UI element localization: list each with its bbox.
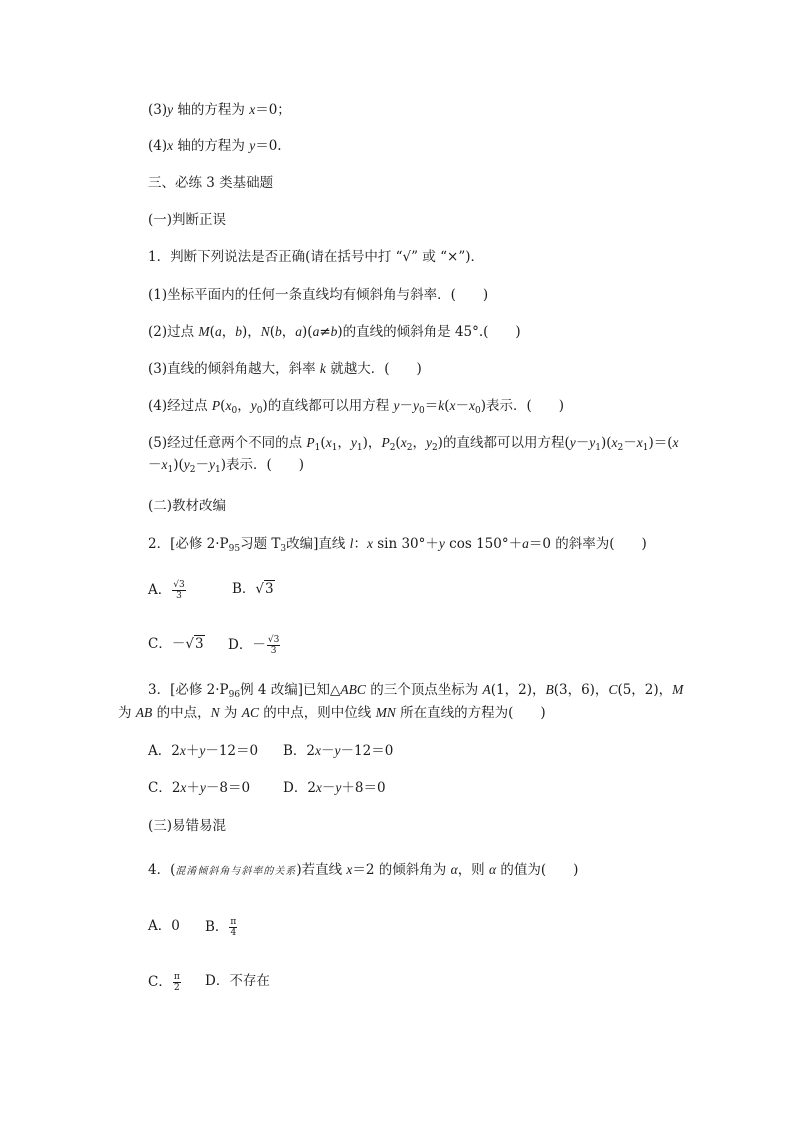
q4-option-c: C． $\frac{\pi}{2}$ xyxy=(148,972,180,993)
question-1: 1．判断下列说法是否正确(请在括号中打 “√” 或 “×”)． xyxy=(148,249,485,265)
subheading-judge: (一)判断正误 xyxy=(148,212,227,228)
judge-item-4: (4)经过点 $P(x_0$，$y_0$)的直线都可以用方程 $y-y_0=k(x-x_0)$表示．( ) xyxy=(148,398,565,416)
q3-option-c: C．2x＋y－8＝0 xyxy=(148,780,251,796)
judge-item-5: (5)经过任意两个不同的点 $P_1(x_1$，$y_1$)，$P_2(x_2$，$y_2$)的直线都可以用方程$(y-y_1)(x_2-x_1)=(x-x_1)(y_2-y_1)$表示．( ) xyxy=(148,435,679,475)
q4-option-d: D．不存在 xyxy=(205,973,270,989)
q3-option-b: B．2x－y－12＝0 xyxy=(283,743,394,759)
judge-item-2: (2)过点 M(a，b)，N(b，a)(a≠b)的直线的倾斜角是 45°.( ) xyxy=(148,324,521,340)
q2-option-b: B．√3 xyxy=(232,581,274,597)
question-2: 2．[必修 $2\cdot P_{95}$习题 $T_3$改编]直线 l：x sin 30°＋y cos 150°＋a＝0 的斜率为( ) xyxy=(148,536,647,554)
q4-option-b: B． $\frac{\pi}{4}$ xyxy=(205,917,237,938)
subheading-pitfalls: (三)易错易混 xyxy=(148,818,227,834)
statement-3: (3)y 轴的方程为 x＝0； xyxy=(148,102,291,118)
judge-item-3: (3)直线的倾斜角越大，斜率 k 就越大．( ) xyxy=(148,361,422,377)
q4-option-a: A．0 xyxy=(148,918,180,934)
q2-option-a: A． $\frac{√3}{3}$ xyxy=(148,580,185,601)
q2-option-c: C．－√3 xyxy=(148,636,204,652)
q3-option-a: A．2x＋y－12＝0 xyxy=(148,743,259,759)
section-heading: 三、必练 3 类基础题 xyxy=(148,175,274,191)
statement-4: (4)x 轴的方程为 y＝0. xyxy=(148,138,282,154)
subheading-textbook: (二)教材改编 xyxy=(148,498,227,514)
question-3-line-1: 3．[必修 $2\cdot P_{96}$例 4 改编]已知△ABC 的三个顶点坐标为 A(1，2)，B(3，6)，C(5，2)，M xyxy=(148,682,684,700)
q3-option-d: D．2x－y＋8＝0 xyxy=(283,780,386,796)
judge-item-1: (1)坐标平面内的任何一条直线均有倾斜角与斜率．( ) xyxy=(148,287,489,303)
question-3-line-2: 为 AB 的中点，N 为 AC 的中点，则中位线 MN 所在直线的方程为( ) xyxy=(118,705,546,721)
question-4: 4．(混淆倾斜角与斜率的关系)若直线 x＝2 的倾斜角为 α，则 α 的值为( ) xyxy=(148,862,579,878)
q2-option-d: D．－ $\frac{√3}{3}$ xyxy=(228,635,280,656)
